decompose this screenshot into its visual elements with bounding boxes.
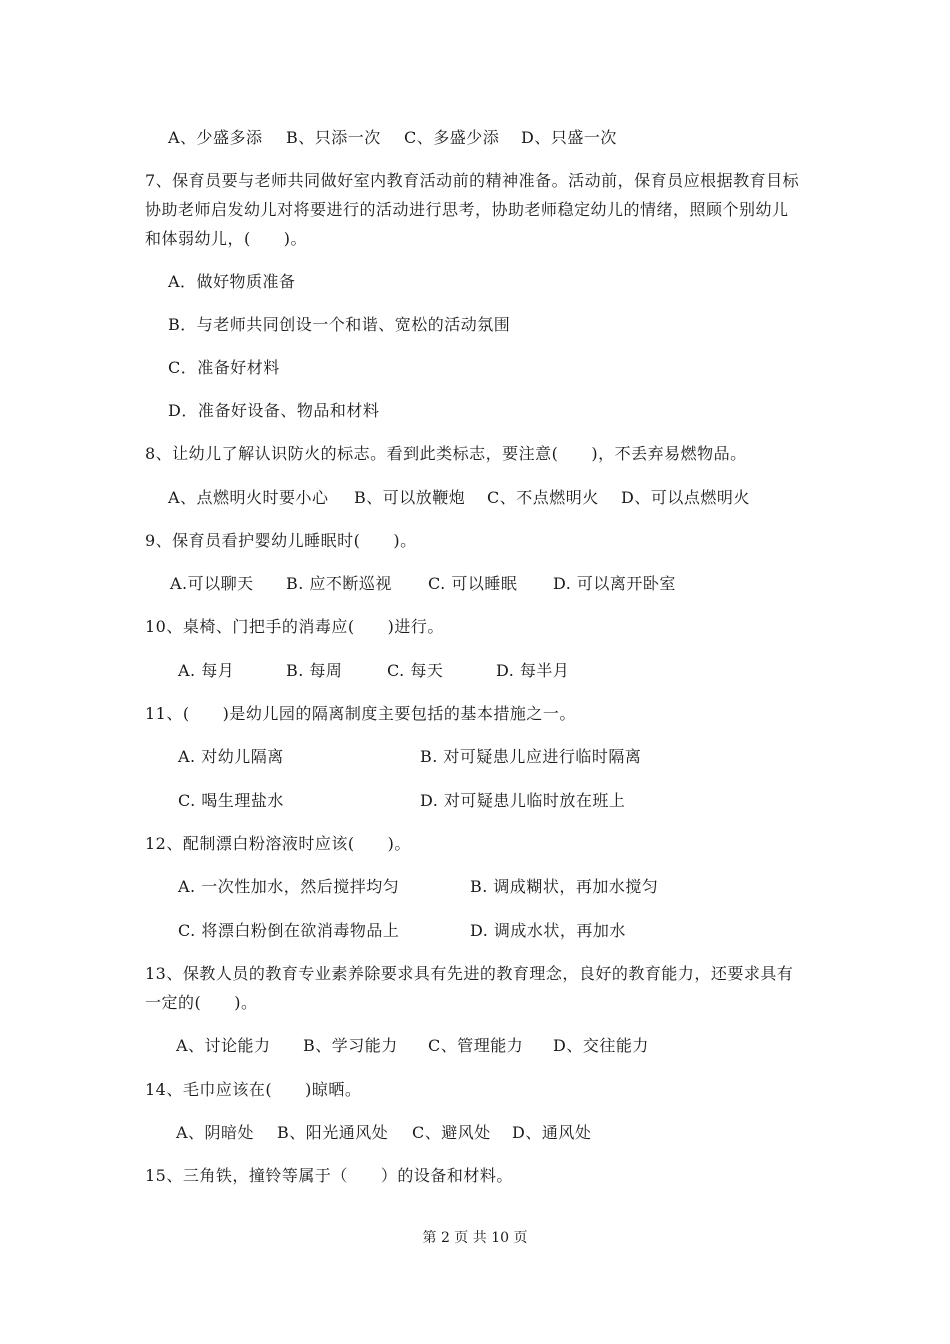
- q14-option-c: C、避风处: [412, 1123, 491, 1142]
- q10-stem: 10、桌椅、门把手的消毒应( )进行。: [145, 617, 444, 636]
- q10-option-c: C. 每天: [387, 661, 444, 680]
- q9-stem: 9、保育员看护婴幼儿睡眠时( )。: [145, 531, 417, 550]
- q6-option-c: C、多盛少添: [404, 128, 500, 147]
- q7-option-d: D．准备好设备、物品和材料: [168, 401, 380, 420]
- q11-option-c: C. 喝生理盐水: [178, 791, 284, 810]
- q14-option-d: D、通风处: [512, 1123, 592, 1142]
- q8-option-c: C、不点燃明火: [487, 488, 599, 507]
- q12-option-d: D. 调成水状，再加水: [470, 921, 626, 940]
- q14-option-b: B、阳光通风处: [277, 1123, 389, 1142]
- q9-option-d: D. 可以离开卧室: [553, 574, 676, 593]
- q10-option-a: A. 每月: [178, 661, 235, 680]
- q10-option-d: D. 每半月: [496, 661, 570, 680]
- q7-option-c: C．准备好材料: [168, 358, 280, 377]
- q7-stem-line-2: 协助老师启发幼儿对将要进行的活动进行思考，协助老师稳定幼儿的情绪，照顾个别幼儿: [145, 200, 789, 219]
- q11-option-d: D. 对可疑患儿临时放在班上: [420, 791, 626, 810]
- q13-option-c: C、管理能力: [428, 1036, 524, 1055]
- q14-stem: 14、毛巾应该在( )晾晒。: [145, 1080, 362, 1099]
- q10-option-b: B. 每周: [286, 661, 343, 680]
- q13-option-d: D、交往能力: [553, 1036, 649, 1055]
- q11-option-a: A. 对幼儿隔离: [178, 747, 284, 766]
- q12-option-c: C. 将漂白粉倒在欲消毒物品上: [178, 921, 400, 940]
- q8-option-d: D、可以点燃明火: [621, 488, 750, 507]
- q13-stem-line-1: 13、保教人员的教育专业素养除要求具有先进的教育理念，良好的教育能力，还要求具有: [145, 964, 794, 983]
- q9-option-b: B. 应不断巡视: [286, 574, 392, 593]
- q9-option-a: A.可以聊天: [170, 574, 254, 593]
- q12-stem: 12、配制漂白粉溶液时应该( )。: [145, 834, 411, 853]
- q12-option-b: B. 调成糊状，再加水搅匀: [470, 877, 659, 896]
- q12-option-a: A. 一次性加水，然后搅拌均匀: [178, 877, 400, 896]
- q14-option-a: A、阴暗处: [176, 1123, 255, 1142]
- q7-option-a: A．做好物质准备: [168, 272, 296, 291]
- q7-stem-line-3: 和体弱幼儿，( )。: [145, 229, 307, 248]
- q6-option-b: B、只添一次: [286, 128, 381, 147]
- q13-option-b: B、学习能力: [303, 1036, 398, 1055]
- q11-stem: 11、( )是幼儿园的隔离制度主要包括的基本措施之一。: [145, 704, 576, 723]
- q8-stem: 8、让幼儿了解认识防火的标志。看到此类标志，要注意( )，不丢弃易燃物品。: [145, 444, 747, 463]
- q13-stem-line-2: 一定的( )。: [145, 993, 258, 1012]
- page-footer: 第 2 页 共 10 页: [422, 1230, 528, 1246]
- q9-option-c: C. 可以睡眠: [428, 574, 518, 593]
- q8-option-a: A、点燃明火时要小心: [168, 488, 329, 507]
- q15-stem: 15、三角铁，撞铃等属于（ ）的设备和材料。: [145, 1166, 513, 1185]
- q7-option-b: B．与老师共同创设一个和谐、宽松的活动氛围: [168, 315, 511, 334]
- q13-option-a: A、讨论能力: [176, 1036, 271, 1055]
- q8-option-b: B、可以放鞭炮: [354, 488, 466, 507]
- q6-option-a: A、少盛多添: [168, 128, 263, 147]
- q7-stem-line-1: 7、保育员要与老师共同做好室内教育活动前的精神准备。活动前，保育员应根据教育目标: [145, 171, 800, 190]
- q6-option-d: D、只盛一次: [521, 128, 617, 147]
- q11-option-b: B. 对可疑患儿应进行临时隔离: [420, 747, 642, 766]
